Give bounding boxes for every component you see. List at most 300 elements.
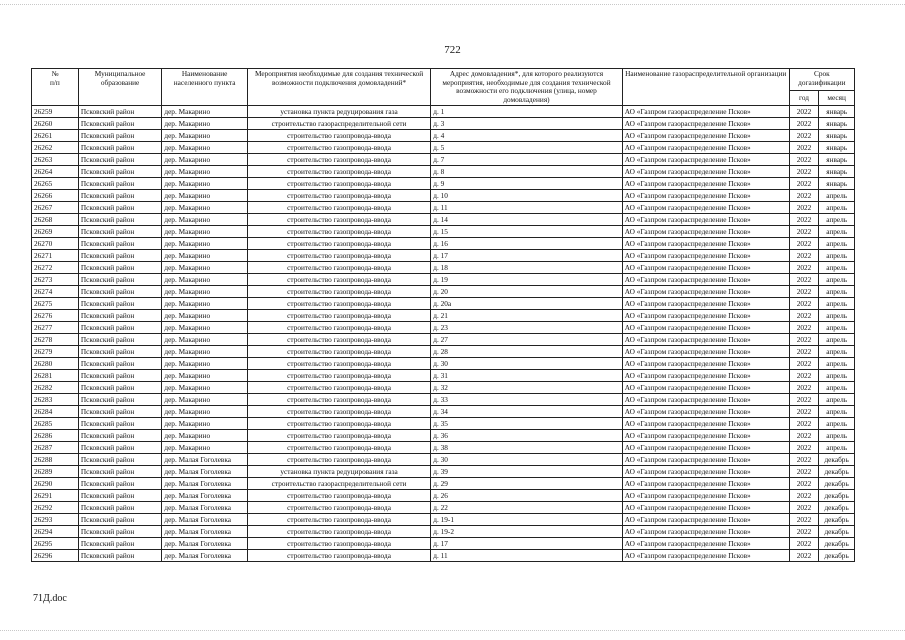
year-cell: 2022	[789, 382, 819, 394]
settlement-cell: дер. Малая Гоголевка	[162, 526, 248, 538]
row-number: 26295	[32, 538, 79, 550]
table-row	[32, 478, 855, 490]
address-cell: д. 38	[431, 442, 622, 454]
measure-cell: строительство газопровода-ввода	[247, 418, 430, 430]
row-number: 26264	[32, 166, 79, 178]
measure-cell: строительство газопровода-ввода	[247, 538, 430, 550]
address-cell: д. 10	[431, 190, 622, 202]
row-number: 26281	[32, 370, 79, 382]
row-number: 26288	[32, 454, 79, 466]
municipality-cell: Псковский район	[78, 250, 162, 262]
organization-cell: АО «Газпром газораспределение Псков»	[622, 142, 789, 154]
year-cell: 2022	[789, 106, 819, 118]
month-cell: апрель	[819, 286, 855, 298]
table-row	[32, 190, 855, 202]
organization-cell: АО «Газпром газораспределение Псков»	[622, 478, 789, 490]
organization-cell: АО «Газпром газораспределение Псков»	[622, 502, 789, 514]
month-cell: апрель	[819, 226, 855, 238]
measure-cell: строительство газопровода-ввода	[247, 238, 430, 250]
measure-cell: строительство газопровода-ввода	[247, 130, 430, 142]
table-row	[32, 166, 855, 178]
year-cell: 2022	[789, 502, 819, 514]
measure-cell: строительство газопровода-ввода	[247, 214, 430, 226]
page-number: 722	[444, 44, 461, 56]
row-number: 26292	[32, 502, 79, 514]
measure-cell: строительство газопровода-ввода	[247, 490, 430, 502]
table-row	[32, 262, 855, 274]
municipality-cell: Псковский район	[78, 358, 162, 370]
row-number: 26273	[32, 274, 79, 286]
row-number: 26272	[32, 262, 79, 274]
measure-cell: строительство газопровода-ввода	[247, 334, 430, 346]
row-number: 26268	[32, 214, 79, 226]
row-number: 26270	[32, 238, 79, 250]
month-cell: декабрь	[819, 514, 855, 526]
table-body	[32, 106, 855, 562]
settlement-cell: дер. Макарино	[162, 418, 248, 430]
municipality-cell: Псковский район	[78, 226, 162, 238]
year-cell: 2022	[789, 130, 819, 142]
footer-filename: 71Д.doc	[33, 593, 67, 604]
year-cell: 2022	[789, 394, 819, 406]
table-row	[32, 538, 855, 550]
settlement-cell: дер. Макарино	[162, 238, 248, 250]
table-row	[32, 142, 855, 154]
municipality-cell: Псковский район	[78, 370, 162, 382]
measure-cell: строительство газопровода-ввода	[247, 154, 430, 166]
table-row	[32, 526, 855, 538]
organization-cell: АО «Газпром газораспределение Псков»	[622, 262, 789, 274]
address-cell: д. 34	[431, 406, 622, 418]
settlement-cell: дер. Макарино	[162, 382, 248, 394]
month-cell: апрель	[819, 262, 855, 274]
year-cell: 2022	[789, 250, 819, 262]
row-number: 26267	[32, 202, 79, 214]
measure-cell: установка пункта редуцирования газа	[247, 466, 430, 478]
organization-cell: АО «Газпром газораспределение Псков»	[622, 106, 789, 118]
measure-cell: строительство газопровода-ввода	[247, 514, 430, 526]
settlement-cell: дер. Малая Гоголевка	[162, 550, 248, 562]
settlement-cell: дер. Макарино	[162, 358, 248, 370]
month-cell: декабрь	[819, 502, 855, 514]
organization-cell: АО «Газпром газораспределение Псков»	[622, 538, 789, 550]
settlement-cell: дер. Макарино	[162, 346, 248, 358]
address-cell: д. 31	[431, 370, 622, 382]
address-cell: д. 14	[431, 214, 622, 226]
municipality-cell: Псковский район	[78, 262, 162, 274]
month-cell: апрель	[819, 202, 855, 214]
table-row	[32, 274, 855, 286]
address-cell: д. 35	[431, 418, 622, 430]
header-municipality: Муниципальное образование	[78, 69, 162, 106]
row-number: 26265	[32, 178, 79, 190]
address-cell: д. 32	[431, 382, 622, 394]
year-cell: 2022	[789, 262, 819, 274]
measure-cell: строительство газопровода-ввода	[247, 370, 430, 382]
year-cell: 2022	[789, 226, 819, 238]
address-cell: д. 18	[431, 262, 622, 274]
measure-cell: строительство газопровода-ввода	[247, 526, 430, 538]
year-cell: 2022	[789, 202, 819, 214]
organization-cell: АО «Газпром газораспределение Псков»	[622, 190, 789, 202]
address-cell: д. 36	[431, 430, 622, 442]
address-cell: д. 23	[431, 322, 622, 334]
organization-cell: АО «Газпром газораспределение Псков»	[622, 118, 789, 130]
settlement-cell: дер. Макарино	[162, 166, 248, 178]
address-cell: д. 30	[431, 358, 622, 370]
measure-cell: строительство газопровода-ввода	[247, 298, 430, 310]
settlement-cell: дер. Макарино	[162, 310, 248, 322]
table-row	[32, 286, 855, 298]
municipality-cell: Псковский район	[78, 190, 162, 202]
organization-cell: АО «Газпром газораспределение Псков»	[622, 526, 789, 538]
organization-cell: АО «Газпром газораспределение Псков»	[622, 310, 789, 322]
municipality-cell: Псковский район	[78, 322, 162, 334]
year-cell: 2022	[789, 286, 819, 298]
year-cell: 2022	[789, 142, 819, 154]
row-number: 26285	[32, 418, 79, 430]
measure-cell: строительство газопровода-ввода	[247, 550, 430, 562]
month-cell: январь	[819, 118, 855, 130]
row-number: 26280	[32, 358, 79, 370]
measure-cell: строительство газопровода-ввода	[247, 406, 430, 418]
year-cell: 2022	[789, 346, 819, 358]
table-row	[32, 550, 855, 562]
header-measures: Мероприятия необходимые для создания технической возможности подключения домовладений*	[247, 69, 430, 106]
month-cell: апрель	[819, 346, 855, 358]
address-cell: д. 15	[431, 226, 622, 238]
row-number: 26277	[32, 322, 79, 334]
table-row	[32, 214, 855, 226]
address-cell: д. 9	[431, 178, 622, 190]
settlement-cell: дер. Макарино	[162, 106, 248, 118]
address-cell: д. 17	[431, 250, 622, 262]
municipality-cell: Псковский район	[78, 274, 162, 286]
measure-cell: строительство газораспределительной сети	[247, 478, 430, 490]
month-cell: апрель	[819, 442, 855, 454]
organization-cell: АО «Газпром газораспределение Псков»	[622, 286, 789, 298]
organization-cell: АО «Газпром газораспределение Псков»	[622, 490, 789, 502]
municipality-cell: Псковский район	[78, 454, 162, 466]
table-row	[32, 106, 855, 118]
municipality-cell: Псковский район	[78, 202, 162, 214]
organization-cell: АО «Газпром газораспределение Псков»	[622, 442, 789, 454]
month-cell: апрель	[819, 430, 855, 442]
municipality-cell: Псковский район	[78, 286, 162, 298]
month-cell: апрель	[819, 406, 855, 418]
settlement-cell: дер. Макарино	[162, 286, 248, 298]
municipality-cell: Псковский район	[78, 178, 162, 190]
table-row	[32, 466, 855, 478]
table-row	[32, 334, 855, 346]
settlement-cell: дер. Малая Гоголевка	[162, 466, 248, 478]
address-cell: д. 1	[431, 106, 622, 118]
organization-cell: АО «Газпром газораспределение Псков»	[622, 154, 789, 166]
row-number: 26289	[32, 466, 79, 478]
measure-cell: установка пункта редуцирования газа	[247, 106, 430, 118]
measure-cell: строительство газопровода-ввода	[247, 262, 430, 274]
settlement-cell: дер. Макарино	[162, 442, 248, 454]
address-cell: д. 28	[431, 346, 622, 358]
month-cell: апрель	[819, 322, 855, 334]
organization-cell: АО «Газпром газораспределение Псков»	[622, 130, 789, 142]
settlement-cell: дер. Макарино	[162, 202, 248, 214]
organization-cell: АО «Газпром газораспределение Псков»	[622, 238, 789, 250]
scan-noise-top	[0, 4, 905, 6]
address-cell: д. 7	[431, 154, 622, 166]
organization-cell: АО «Газпром газораспределение Псков»	[622, 250, 789, 262]
table-row	[32, 310, 855, 322]
organization-cell: АО «Газпром газораспределение Псков»	[622, 394, 789, 406]
settlement-cell: дер. Макарино	[162, 298, 248, 310]
year-cell: 2022	[789, 154, 819, 166]
year-cell: 2022	[789, 178, 819, 190]
address-cell: д. 20	[431, 286, 622, 298]
year-cell: 2022	[789, 310, 819, 322]
settlement-cell: дер. Макарино	[162, 154, 248, 166]
year-cell: 2022	[789, 418, 819, 430]
row-number: 26291	[32, 490, 79, 502]
table-row	[32, 382, 855, 394]
month-cell: апрель	[819, 358, 855, 370]
address-cell: д. 33	[431, 394, 622, 406]
measure-cell: строительство газопровода-ввода	[247, 430, 430, 442]
address-cell: д. 11	[431, 202, 622, 214]
settlement-cell: дер. Макарино	[162, 178, 248, 190]
organization-cell: АО «Газпром газораспределение Псков»	[622, 346, 789, 358]
month-cell: апрель	[819, 274, 855, 286]
table-row	[32, 394, 855, 406]
municipality-cell: Псковский район	[78, 502, 162, 514]
settlement-cell: дер. Макарино	[162, 274, 248, 286]
year-cell: 2022	[789, 274, 819, 286]
year-cell: 2022	[789, 466, 819, 478]
municipality-cell: Псковский район	[78, 430, 162, 442]
address-cell: д. 5	[431, 142, 622, 154]
organization-cell: АО «Газпром газораспределение Псков»	[622, 358, 789, 370]
header-address: Адрес домовладения*, для которого реализуются мероприятия, необходимые для создания технической возможности его подключения (улица, номер домовладения)	[431, 69, 622, 106]
row-number: 26283	[32, 394, 79, 406]
municipality-cell: Псковский район	[78, 418, 162, 430]
row-number: 26294	[32, 526, 79, 538]
organization-cell: АО «Газпром газораспределение Псков»	[622, 454, 789, 466]
row-number: 26260	[32, 118, 79, 130]
settlement-cell: дер. Макарино	[162, 406, 248, 418]
table-row	[32, 442, 855, 454]
municipality-cell: Псковский район	[78, 154, 162, 166]
year-cell: 2022	[789, 538, 819, 550]
header-year: год	[789, 91, 819, 106]
month-cell: январь	[819, 178, 855, 190]
gasification-table	[31, 68, 855, 562]
table-row	[32, 202, 855, 214]
organization-cell: АО «Газпром газораспределение Псков»	[622, 274, 789, 286]
month-cell: апрель	[819, 190, 855, 202]
measure-cell: строительство газопровода-ввода	[247, 358, 430, 370]
municipality-cell: Псковский район	[78, 478, 162, 490]
organization-cell: АО «Газпром газораспределение Псков»	[622, 322, 789, 334]
address-cell: д. 21	[431, 310, 622, 322]
month-cell: апрель	[819, 334, 855, 346]
settlement-cell: дер. Макарино	[162, 394, 248, 406]
measure-cell: строительство газораспределительной сети	[247, 118, 430, 130]
municipality-cell: Псковский район	[78, 514, 162, 526]
organization-cell: АО «Газпром газораспределение Псков»	[622, 226, 789, 238]
month-cell: апрель	[819, 238, 855, 250]
municipality-cell: Псковский район	[78, 142, 162, 154]
year-cell: 2022	[789, 478, 819, 490]
municipality-cell: Псковский район	[78, 382, 162, 394]
month-cell: декабрь	[819, 526, 855, 538]
month-cell: апрель	[819, 418, 855, 430]
address-cell: д. 26	[431, 490, 622, 502]
year-cell: 2022	[789, 406, 819, 418]
settlement-cell: дер. Макарино	[162, 190, 248, 202]
row-number: 26282	[32, 382, 79, 394]
organization-cell: АО «Газпром газораспределение Псков»	[622, 202, 789, 214]
measure-cell: строительство газопровода-ввода	[247, 310, 430, 322]
measure-cell: строительство газопровода-ввода	[247, 502, 430, 514]
organization-cell: АО «Газпром газораспределение Псков»	[622, 214, 789, 226]
settlement-cell: дер. Макарино	[162, 130, 248, 142]
table-row	[32, 178, 855, 190]
month-cell: декабрь	[819, 490, 855, 502]
month-cell: декабрь	[819, 538, 855, 550]
organization-cell: АО «Газпром газораспределение Псков»	[622, 406, 789, 418]
month-cell: апрель	[819, 250, 855, 262]
settlement-cell: дер. Макарино	[162, 430, 248, 442]
municipality-cell: Псковский район	[78, 238, 162, 250]
measure-cell: строительство газопровода-ввода	[247, 142, 430, 154]
year-cell: 2022	[789, 334, 819, 346]
row-number: 26296	[32, 550, 79, 562]
settlement-cell: дер. Макарино	[162, 334, 248, 346]
settlement-cell: дер. Малая Гоголевка	[162, 538, 248, 550]
address-cell: д. 16	[431, 238, 622, 250]
month-cell: апрель	[819, 310, 855, 322]
row-number: 26263	[32, 154, 79, 166]
organization-cell: АО «Газпром газораспределение Псков»	[622, 370, 789, 382]
address-cell: д. 19	[431, 274, 622, 286]
year-cell: 2022	[789, 490, 819, 502]
year-cell: 2022	[789, 442, 819, 454]
municipality-cell: Псковский район	[78, 298, 162, 310]
municipality-cell: Псковский район	[78, 394, 162, 406]
measure-cell: строительство газопровода-ввода	[247, 226, 430, 238]
settlement-cell: дер. Малая Гоголевка	[162, 502, 248, 514]
row-number: 26259	[32, 106, 79, 118]
settlement-cell: дер. Макарино	[162, 142, 248, 154]
organization-cell: АО «Газпром газораспределение Псков»	[622, 418, 789, 430]
row-number: 26287	[32, 442, 79, 454]
year-cell: 2022	[789, 214, 819, 226]
address-cell: д. 8	[431, 166, 622, 178]
municipality-cell: Псковский район	[78, 118, 162, 130]
year-cell: 2022	[789, 526, 819, 538]
organization-cell: АО «Газпром газораспределение Псков»	[622, 430, 789, 442]
year-cell: 2022	[789, 550, 819, 562]
measure-cell: строительство газопровода-ввода	[247, 322, 430, 334]
table-row	[32, 358, 855, 370]
month-cell: декабрь	[819, 550, 855, 562]
address-cell: д. 29	[431, 478, 622, 490]
measure-cell: строительство газопровода-ввода	[247, 274, 430, 286]
settlement-cell: дер. Макарино	[162, 322, 248, 334]
municipality-cell: Псковский район	[78, 130, 162, 142]
month-cell: январь	[819, 142, 855, 154]
municipality-cell: Псковский район	[78, 334, 162, 346]
table-row	[32, 370, 855, 382]
month-cell: апрель	[819, 298, 855, 310]
month-cell: апрель	[819, 214, 855, 226]
measure-cell: строительство газопровода-ввода	[247, 202, 430, 214]
address-cell: д. 19-2	[431, 526, 622, 538]
table-row	[32, 250, 855, 262]
row-number: 26275	[32, 298, 79, 310]
measure-cell: строительство газопровода-ввода	[247, 382, 430, 394]
municipality-cell: Псковский район	[78, 346, 162, 358]
year-cell: 2022	[789, 298, 819, 310]
measure-cell: строительство газопровода-ввода	[247, 286, 430, 298]
address-cell: д. 17	[431, 538, 622, 550]
municipality-cell: Псковский район	[78, 406, 162, 418]
measure-cell: строительство газопровода-ввода	[247, 442, 430, 454]
row-number: 26278	[32, 334, 79, 346]
settlement-cell: дер. Макарино	[162, 370, 248, 382]
month-cell: декабрь	[819, 478, 855, 490]
settlement-cell: дер. Малая Гоголевка	[162, 490, 248, 502]
table-row	[32, 130, 855, 142]
year-cell: 2022	[789, 454, 819, 466]
table-row	[32, 406, 855, 418]
table-row	[32, 490, 855, 502]
row-number: 26261	[32, 130, 79, 142]
organization-cell: АО «Газпром газораспределение Псков»	[622, 334, 789, 346]
organization-cell: АО «Газпром газораспределение Псков»	[622, 514, 789, 526]
measure-cell: строительство газопровода-ввода	[247, 394, 430, 406]
table-row	[32, 238, 855, 250]
municipality-cell: Псковский район	[78, 442, 162, 454]
settlement-cell: дер. Макарино	[162, 262, 248, 274]
month-cell: январь	[819, 130, 855, 142]
month-cell: апрель	[819, 370, 855, 382]
month-cell: январь	[819, 154, 855, 166]
year-cell: 2022	[789, 190, 819, 202]
municipality-cell: Псковский район	[78, 526, 162, 538]
month-cell: январь	[819, 166, 855, 178]
organization-cell: АО «Газпром газораспределение Псков»	[622, 298, 789, 310]
month-cell: апрель	[819, 382, 855, 394]
table-row	[32, 154, 855, 166]
table-row	[32, 418, 855, 430]
municipality-cell: Псковский район	[78, 490, 162, 502]
measure-cell: строительство газопровода-ввода	[247, 250, 430, 262]
organization-cell: АО «Газпром газораспределение Псков»	[622, 466, 789, 478]
settlement-cell: дер. Малая Гоголевка	[162, 478, 248, 490]
settlement-cell: дер. Макарино	[162, 214, 248, 226]
table-row	[32, 226, 855, 238]
year-cell: 2022	[789, 166, 819, 178]
address-cell: д. 22	[431, 502, 622, 514]
row-number: 26279	[32, 346, 79, 358]
table-row	[32, 502, 855, 514]
measure-cell: строительство газопровода-ввода	[247, 190, 430, 202]
address-cell: д. 11	[431, 550, 622, 562]
scan-noise-bottom	[0, 630, 905, 632]
settlement-cell: дер. Малая Гоголевка	[162, 454, 248, 466]
table-row	[32, 346, 855, 358]
year-cell: 2022	[789, 514, 819, 526]
